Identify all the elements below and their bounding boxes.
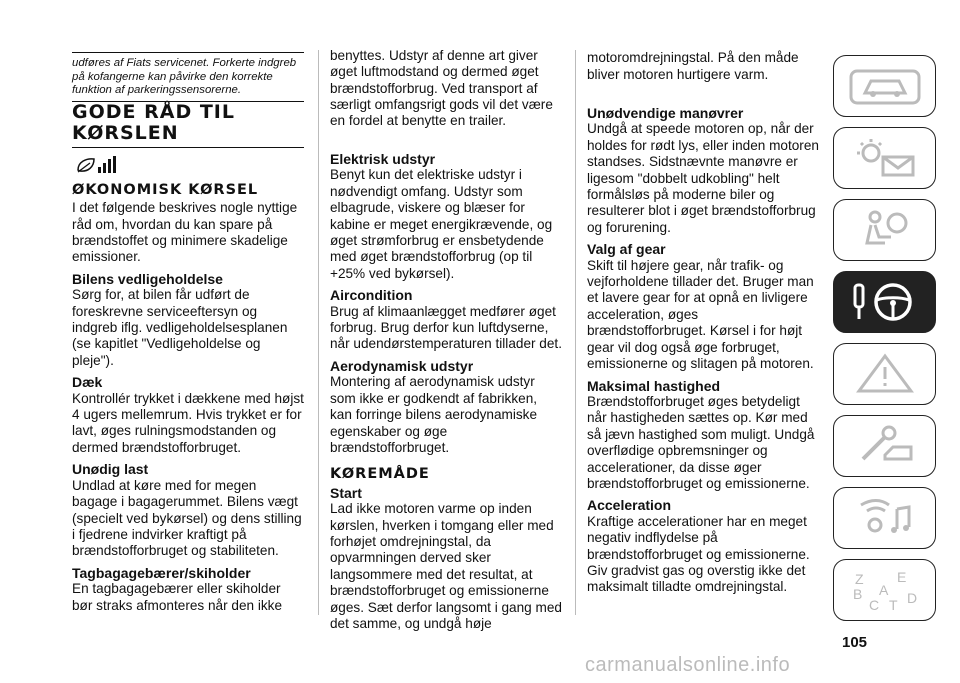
- eco-heading: ØKONOMISK KØRSEL: [72, 181, 259, 198]
- tab-safety[interactable]: [833, 199, 936, 261]
- index-letter: Z: [854, 571, 864, 587]
- maintenance-title: Bilens vedligeholdelse: [72, 270, 223, 287]
- aero-title: Aerodynamisk udstyr: [330, 357, 474, 374]
- index-letter: T: [888, 597, 898, 613]
- note-box: udføres af Fiats servicenet. Forkerte indgreb på kofangerne kan påvirke den korrekte funktion af parkeringssensorerne.: [72, 52, 304, 102]
- car-dashboard-icon: [845, 63, 925, 109]
- maneuvers-text: Undgå at speede motoren op, når der holdes for rødt lys, eller inden motoren standses. Sidstnævnte manøvre er ligesom "dobbelt udkobling" helt formålsløs på moderne biler og resulterer blot i øget brændstofforbrug og forurening.: [587, 121, 819, 235]
- gear-text: Skift til højere gear, når trafik- og vejforholdene tillader det. Bruger man et lavere gear for at opnå en livligere acceleration, øges brændstofforbruget. Kørsel i for højt gear vil dog også øge forbruget, emissionerne og slitagen på motoren.: [587, 257, 814, 372]
- gear-title: Valg af gear: [587, 241, 666, 258]
- start-text-cont: motoromdrejningstal. På den måde bliver motoren hurtigere varm.: [587, 50, 799, 82]
- warning-triangle-icon: [845, 351, 925, 397]
- tab-starting-driving[interactable]: [833, 271, 936, 333]
- start-title: Start: [330, 484, 362, 501]
- tab-index[interactable]: [833, 559, 936, 621]
- column-divider: [575, 50, 576, 615]
- index-letter: B: [852, 586, 862, 602]
- airbag-seat-icon: [845, 207, 925, 253]
- multimedia-icon: [845, 495, 925, 541]
- column-divider: [318, 50, 319, 615]
- aircon-title: Aircondition: [330, 287, 413, 304]
- accel-text: Kraftige accelerationer har en meget negativ indflydelse på brændstofforbruget og emissionerne. Giv gradvist gas og overstig ikke det maksimalt tilladte omdrejningstal.: [587, 513, 810, 595]
- maxspeed-text: Brændstofforbruget øges betydeligt når hastigheden sættes op. Kør med så jævn hastighed som muligt. Undgå overflødige opbremsninger og accelerationer, da disse øger brændstofforbruget og emissionerne.: [587, 393, 815, 491]
- warning-light-envelope-icon: [845, 135, 925, 181]
- column-3: [587, 50, 819, 596]
- accel-title: Acceleration: [587, 497, 672, 514]
- steering-wheel-key-icon: [845, 279, 925, 325]
- index-letter: A: [878, 582, 888, 598]
- page-number: 105: [842, 634, 868, 651]
- tab-emergency[interactable]: [833, 343, 936, 405]
- maxspeed-title: Maksimal hastighed: [587, 377, 721, 394]
- intro-text: I det følgende beskrives nogle nyttige råd om, hvordan du kan spare på brændstoffet og minimere skadelige emissioner.: [72, 200, 298, 265]
- chapter-title: GODE RÅD TIL KØRSLEN: [72, 102, 304, 148]
- electric-text: Benyt kun det elektriske udstyr i nødvendigt omfang. Udstyr som elbagrude, viskere og blæser for kabine er meget energikrævende, og øget strømforbrug er ensbetydende med øget brændstofforbrug (op til +25% ved bykørsel).: [330, 167, 553, 281]
- column-2: [330, 50, 562, 632]
- aircon-text: Brug af klimaanlægget medfører øget forbrug. Brug derfor kun luftdyserne, når udendørstemperaturen tillader det.: [330, 303, 562, 352]
- tab-multimedia[interactable]: [833, 487, 936, 549]
- index-letter: E: [896, 569, 906, 585]
- tyres-text: Kontrollér trykket i dækkene med højst 4 ugers mellemrum. Hvis trykket er for lavt, øges rulningsmodstanden og dermed brændstofforbruget.: [72, 390, 304, 455]
- roofrack-title: Tagbagagebærer/skiholder: [72, 564, 251, 581]
- tab-maintenance[interactable]: [833, 415, 936, 477]
- index-letter: C: [868, 597, 879, 613]
- index-letter: D: [906, 590, 917, 606]
- electric-title: Elektrisk udstyr: [330, 151, 436, 167]
- maintenance-text: Sørg for, at bilen får udført de foreskrevne serviceeftersyn og indgreb iflg. vedligeholdelsesplanen (se kapitlet "Vedligeholdelse og pleje").: [72, 287, 288, 368]
- column-1: [72, 52, 304, 614]
- eco-leaf-icon: [74, 154, 120, 176]
- alphabet-index-icon: [845, 567, 925, 613]
- load-title: Unødig last: [72, 461, 149, 478]
- wrench-car-icon: [845, 423, 925, 469]
- aero-text: Montering af aerodynamisk udstyr som ikke er godkendt af fabrikken, kan forringe bilens aerodynamiske egenskaber og øge brændstofforbruget.: [330, 374, 538, 455]
- chapter-tabs: [833, 55, 936, 631]
- start-text: Lad ikke motoren varme op inden kørslen, hverken i tomgang eller med forhøjet omdrejningstal, da opvarmningen derved sker langsommere med det resultat, at brændstofforbruget og emissionerne øges. Sæt derfor langsomt i gang med det samme, og undgå høje: [330, 501, 562, 631]
- tyres-title: Dæk: [72, 374, 103, 391]
- load-text: Undlad at køre med for megen bagage i bagagerummet. Bilens vægt (specielt ved bykørsel) og dens stilling i fjedrene indvirker kraftigt på brændstofforbruget og stabiliteten.: [72, 477, 302, 559]
- roofrack-text: En tagbagagebærer eller skiholder bør straks afmonteres når den ikke: [72, 581, 283, 613]
- roofrack-text-cont: benyttes. Udstyr af denne art giver øget luftmodstand og dermed øget brændstofforbrug. Ved transport af særligt omfangsrigt gods vil det være en fordel at benytte en trailer.: [330, 48, 553, 129]
- maneuvers-title: Unødvendige manøvrer: [587, 105, 744, 121]
- driving-heading: KØREMÅDE: [330, 466, 430, 483]
- tab-dashboard[interactable]: [833, 55, 936, 117]
- tab-lights-messages[interactable]: [833, 127, 936, 189]
- footer-watermark: carmanualsonline.info: [585, 654, 791, 676]
